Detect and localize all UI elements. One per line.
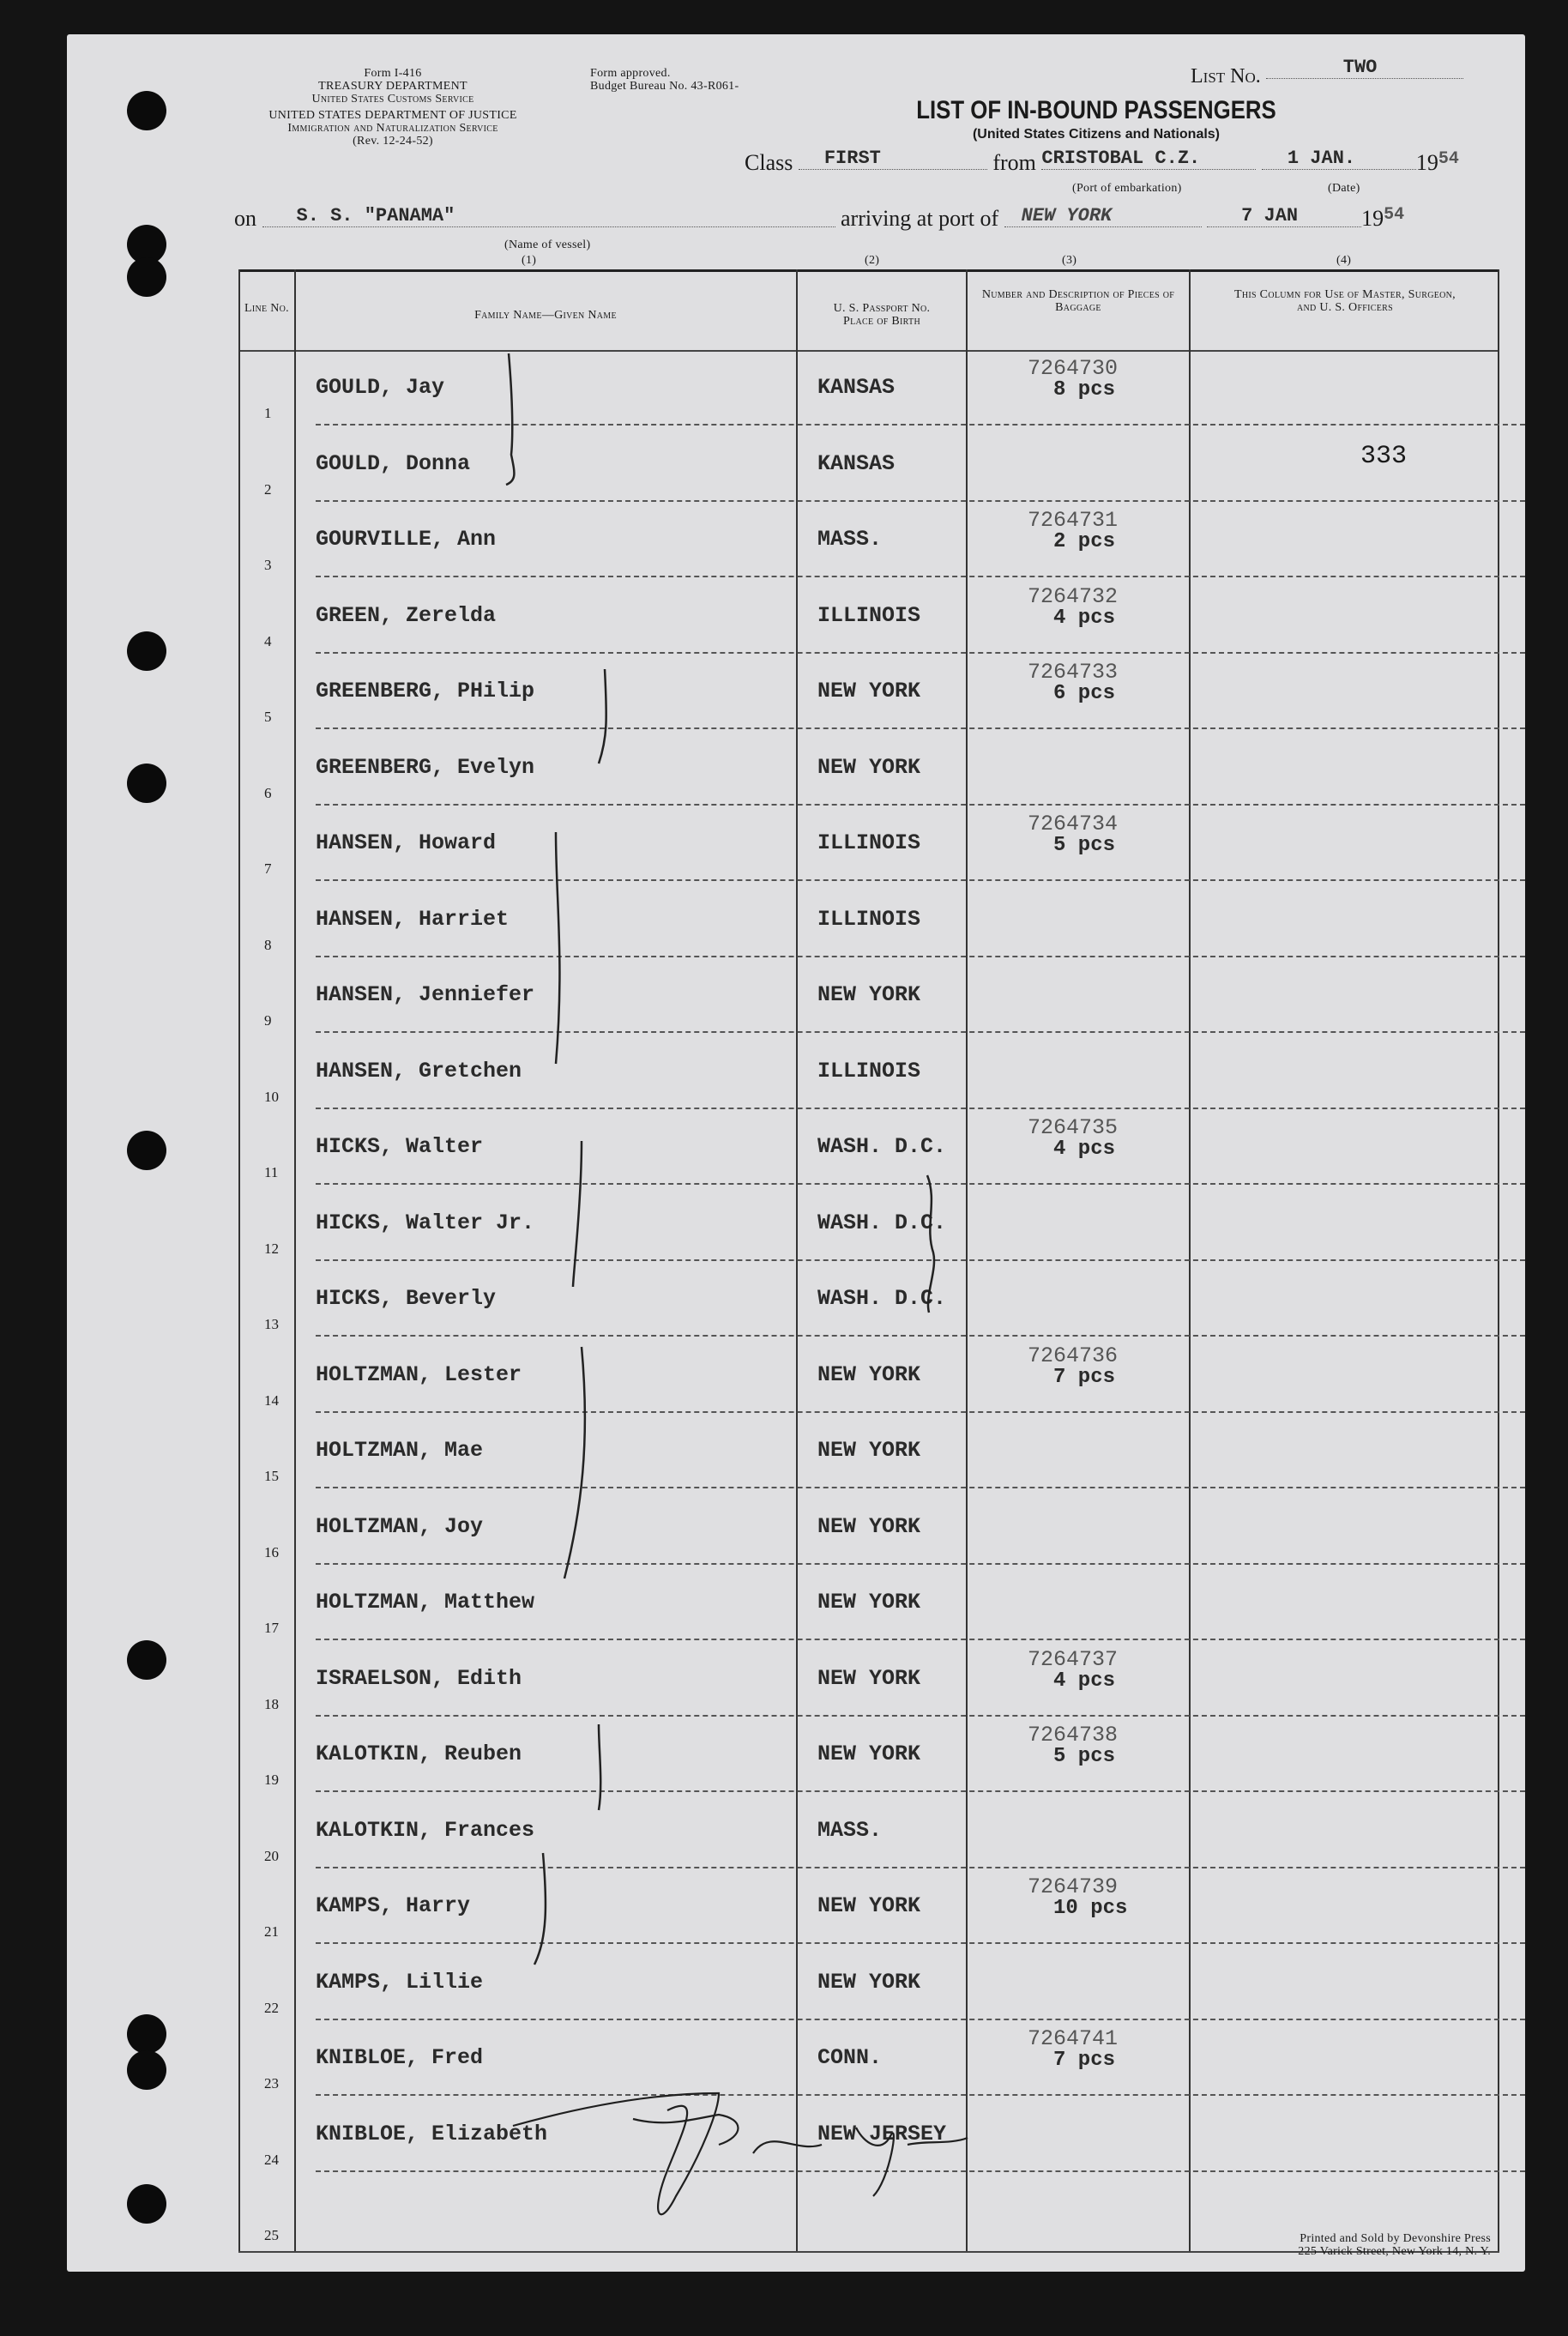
place-of-birth: NEW YORK (817, 1513, 921, 1539)
baggage-ticket: 7264737 (1028, 1646, 1119, 1672)
line-number: 22 (264, 1999, 279, 2016)
class-label: Class (745, 150, 793, 175)
line-number: 2 (264, 480, 272, 498)
place-of-birth: WASH. D.C. (817, 1134, 947, 1159)
place-of-birth: NEW YORK (817, 754, 921, 780)
form-title: LIST OF IN-BOUND PASSENGERS (916, 96, 1276, 124)
passenger-name: HANSEN, Jenniefer (316, 982, 535, 1007)
line-number: 16 (264, 1543, 279, 1560)
list-no-label: List No. (1191, 65, 1261, 88)
printer-line-1: Printed and Sold by Devonshire Press (1300, 2232, 1491, 2245)
passenger-name: HOLTZMAN, Joy (316, 1513, 484, 1539)
baggage-ticket: 7264731 (1028, 508, 1119, 533)
baggage-ticket: 7264732 (1028, 583, 1119, 609)
place-of-birth: NEW YORK (817, 1361, 921, 1387)
place-of-birth: NEW YORK (817, 982, 921, 1007)
place-of-birth: NEW YORK (817, 1438, 921, 1463)
line-number: 21 (264, 1923, 279, 1940)
passenger-name: HANSEN, Gretchen (316, 1058, 522, 1083)
header-officers: This Column for Use of Master, Surgeon, and U. S. Officers (1234, 288, 1456, 314)
printer-line-2: 225 Varick Street, New York 14, N. Y. (1298, 2245, 1491, 2258)
on-label: on (234, 206, 256, 231)
place-of-birth: NEW YORK (817, 1665, 921, 1691)
baggage-pieces: 5 pcs (1053, 1745, 1116, 1768)
signature (513, 2093, 968, 2214)
passenger-name: GOULD, Donna (316, 450, 471, 476)
passenger-name: KALOTKIN, Reuben (316, 1741, 522, 1766)
place-of-birth: NEW YORK (817, 1893, 921, 1918)
passenger-name: GOULD, Jay (316, 375, 445, 400)
passenger-name: HANSEN, Harriet (316, 906, 510, 932)
place-of-birth: WASH. D.C. (817, 1286, 947, 1311)
family-brackets (67, 34, 1525, 2272)
baggage-ticket: 7264730 (1028, 356, 1119, 381)
date-caption: (Date) (1328, 182, 1360, 195)
col-num-2: (2) (865, 254, 880, 267)
baggage-pieces: 4 pcs (1053, 1138, 1116, 1161)
col-num-3: (3) (1062, 254, 1077, 267)
line-number: 15 (264, 1468, 279, 1484)
vessel-caption: (Name of vessel) (504, 238, 591, 251)
baggage-ticket: 7264739 (1028, 1874, 1119, 1899)
passenger-name: KAMPS, Lillie (316, 1969, 484, 1995)
col-num-1: (1) (522, 254, 537, 267)
treasury-dept: TREASURY DEPARTMENT (318, 80, 467, 93)
binder-hole (127, 2050, 166, 2090)
vessel-name: S. S. "PANAMA" (262, 205, 835, 227)
binder-hole (127, 631, 166, 671)
passenger-name: HICKS, Walter (316, 1134, 484, 1159)
passenger-name: HICKS, Walter Jr. (316, 1210, 535, 1235)
passenger-name: HOLTZMAN, Lester (316, 1361, 522, 1387)
passenger-name: GREEN, Zerelda (316, 602, 497, 628)
line-number: 25 (264, 2227, 279, 2243)
header-baggage: Number and Description of Pieces of Baggage (981, 288, 1175, 314)
baggage-pieces: 6 pcs (1053, 682, 1116, 705)
passenger-name: KNIBLOE, Elizabeth (316, 2121, 548, 2146)
passenger-name: KNIBLOE, Fred (316, 2045, 484, 2070)
baggage-pieces: 2 pcs (1053, 530, 1116, 553)
header-family-name: Family Name—Given Name (474, 309, 617, 322)
embark-date: 1 JAN. (1262, 148, 1416, 170)
from-label: from (992, 150, 1036, 175)
place-of-birth: MASS. (817, 527, 883, 552)
list-no-value: TWO (1266, 57, 1463, 79)
arrival-port: NEW YORK (1004, 205, 1202, 227)
place-of-birth: WASH. D.C. (817, 1210, 947, 1235)
binder-hole (127, 257, 166, 297)
class-value: FIRST (799, 148, 987, 170)
line-number: 7 (264, 860, 272, 877)
officer-note: 333 (1360, 441, 1408, 471)
form-number: Form I-416 (364, 67, 422, 80)
line-number: 4 (264, 632, 272, 649)
baggage-pieces: 5 pcs (1053, 834, 1116, 857)
baggage-ticket: 7264736 (1028, 1343, 1119, 1368)
approval-line: Form approved. (590, 67, 671, 80)
baggage-ticket: 7264734 (1028, 812, 1119, 836)
header-line-no: Line No. (244, 302, 289, 315)
port-embark-caption: (Port of embarkation) (1072, 182, 1182, 195)
baggage-ticket: 7264741 (1028, 2026, 1119, 2051)
place-of-birth: MASS. (817, 1817, 883, 1843)
line-number: 20 (264, 1847, 279, 1864)
baggage-ticket: 7264735 (1028, 1115, 1119, 1140)
year-prefix: 19 (1415, 150, 1438, 175)
customs-service: United States Customs Service (311, 93, 474, 106)
place-of-birth: ILLINOIS (817, 602, 921, 628)
line-number: 5 (264, 709, 272, 725)
binder-hole (127, 2014, 166, 2054)
arriving-label: arriving at port of (841, 206, 999, 231)
place-of-birth: NEW YORK (817, 1741, 921, 1766)
line-number: 17 (264, 1620, 279, 1636)
year-suffix: 54 (1438, 149, 1459, 169)
passenger-name: GOURVILLE, Ann (316, 527, 497, 552)
baggage-pieces: 4 pcs (1053, 606, 1116, 630)
place-of-birth: NEW JERSEY (817, 2121, 947, 2146)
binder-hole (127, 764, 166, 803)
printer-imprint (1165, 2232, 1491, 2258)
justice-dept: UNITED STATES DEPARTMENT OF JUSTICE (268, 109, 517, 122)
revision-date: (Rev. 12-24-52) (353, 135, 433, 148)
line-number: 13 (264, 1316, 279, 1332)
place-of-birth: NEW YORK (817, 679, 921, 703)
binder-hole (127, 91, 166, 130)
line-number: 12 (264, 1240, 279, 1257)
passenger-name: GREENBERG, Evelyn (316, 754, 535, 780)
line-number: 23 (264, 2075, 279, 2092)
year-prefix-2: 19 (1361, 206, 1384, 231)
budget-bureau: Budget Bureau No. 43-R061- (590, 80, 739, 93)
baggage-pieces: 4 pcs (1053, 1669, 1116, 1693)
line-number: 11 (264, 1164, 279, 1180)
passenger-name: GREENBERG, PHilip (316, 679, 535, 703)
place-of-birth: ILLINOIS (817, 1058, 921, 1083)
passenger-name: KAMPS, Harry (316, 1893, 471, 1918)
binder-hole (127, 1640, 166, 1680)
embark-port: CRISTOBAL C.Z. (1041, 148, 1256, 170)
passenger-name: ISRAELSON, Edith (316, 1665, 522, 1691)
baggage-pieces: 10 pcs (1053, 1897, 1128, 1920)
place-of-birth: ILLINOIS (817, 830, 921, 855)
arrival-date: 7 JAN (1207, 205, 1361, 227)
place-of-birth: KANSAS (817, 375, 896, 400)
col-num-4: (4) (1336, 254, 1352, 267)
passenger-name: KALOTKIN, Frances (316, 1817, 535, 1843)
binder-hole (127, 1131, 166, 1170)
passenger-name: HICKS, Beverly (316, 1286, 497, 1311)
passenger-name: HANSEN, Howard (316, 830, 497, 855)
year-suffix-2: 54 (1384, 205, 1405, 225)
baggage-pieces: 7 pcs (1053, 2049, 1116, 2072)
place-of-birth: ILLINOIS (817, 906, 921, 932)
header-passport: U. S. Passport No. Place of Birth (833, 302, 931, 328)
baggage-pieces: 7 pcs (1053, 1365, 1116, 1389)
binder-hole (127, 2184, 166, 2224)
line-number: 1 (264, 405, 272, 421)
baggage-ticket: 7264738 (1028, 1723, 1119, 1747)
line-number: 19 (264, 1772, 279, 1788)
baggage-ticket: 7264733 (1028, 660, 1119, 685)
form-page (67, 34, 1525, 2272)
place-of-birth: CONN. (817, 2045, 883, 2070)
line-number: 10 (264, 1088, 279, 1105)
passenger-name: HOLTZMAN, Matthew (316, 1590, 535, 1615)
line-number: 3 (264, 557, 272, 573)
passenger-name: HOLTZMAN, Mae (316, 1438, 484, 1463)
line-number: 9 (264, 1012, 272, 1029)
ins-service: Immigration and Naturalization Service (287, 122, 498, 135)
line-number: 24 (264, 2151, 279, 2168)
place-of-birth: NEW YORK (817, 1590, 921, 1615)
line-number: 8 (264, 936, 272, 953)
line-number: 18 (264, 1695, 279, 1712)
form-subtitle: (United States Citizens and Nationals) (972, 127, 1221, 142)
baggage-pieces: 8 pcs (1053, 378, 1116, 401)
place-of-birth: NEW YORK (817, 1969, 921, 1995)
place-of-birth: KANSAS (817, 450, 896, 476)
line-number: 14 (264, 1391, 279, 1409)
line-number: 6 (264, 784, 272, 801)
